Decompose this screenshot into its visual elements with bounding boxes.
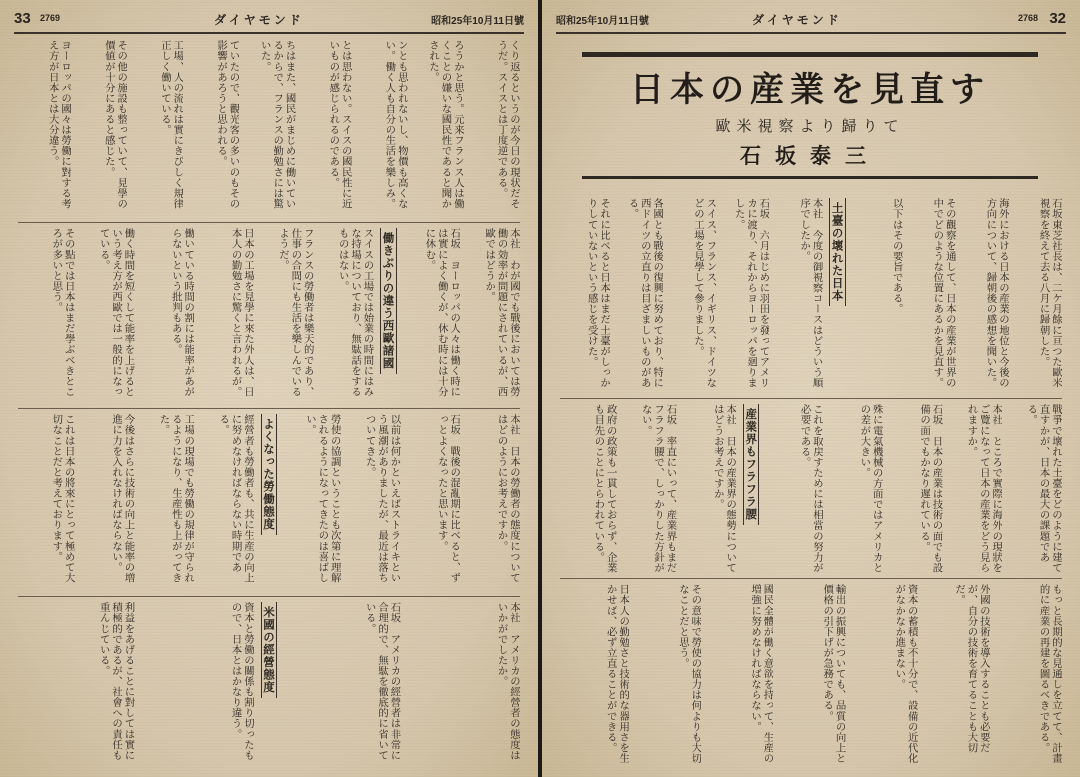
text-column: 本社 日本の産業界の態勢についてはどうお考えですか。: [711, 404, 737, 573]
text-column: 石坂 戰後の混亂期に比べると、ずっとよくなったと思います。: [435, 414, 461, 583]
text-column: ンとも思われないし、物價も高くない。働く人も自分の生活を樂しみ。: [383, 40, 408, 209]
page-header-right: [556, 8, 1066, 34]
tier-divider: [560, 578, 1062, 579]
text-block-upper: [560, 198, 1062, 394]
text-column: 工場の現場でも勞働の規律が守られるようになり、生産性も上がってきた。: [157, 414, 195, 583]
text-column: 石坂東芝社長は、二ケ月餘に亘つた歐米視察を終えて去る八月に歸朝した。: [1037, 198, 1062, 388]
issue-date: 昭和25年10月11日號: [556, 16, 649, 27]
section-heading: 土臺の壞れた日本: [826, 198, 850, 394]
page-number: 33: [14, 10, 31, 27]
title-rule: [582, 52, 1038, 57]
text-column: 資本の蓄積も不十分で、設備の近代化がなかなか進まない。: [893, 584, 918, 764]
text-column: 以前は何かといえばストライキという風潮がありましたが、最近は落ちついてきた。: [363, 414, 401, 583]
text-column: これを取戻すためには相當の努力が必要である。: [798, 404, 823, 573]
text-column: スイス、フランス、イギリス、ドイツなどの工場を見學して參りました。: [691, 198, 717, 388]
text-column: 本社 わが國でも戰後においては勞働の効率が問題にされているが、西歐ではどうか。: [483, 228, 520, 397]
text-block-lower: [560, 584, 1062, 768]
text-block-middle: [18, 228, 520, 404]
text-column: 殊に電氣機械の方面ではアメリカとの差が大きい。: [858, 404, 883, 573]
text-column: 石坂 ヨーロッパの人々は働く時には實によく働くが、休む時には十分に休む。: [423, 228, 461, 397]
left-page: [0, 0, 538, 777]
text-block-top: [18, 40, 520, 218]
article-title: 日本の産業を見直す: [630, 70, 990, 110]
text-column: その他の施設も整っていて、見學の價値が十分にあると感じた。: [102, 40, 128, 209]
text-column: その意味で勞使の協力は何よりも大切なことだと思う。: [676, 584, 702, 764]
text-column: 今後はさらに技術の向上と能率の増進に力を入れなければならない。: [110, 414, 135, 583]
text-column: 以下はその要旨である。: [890, 198, 903, 315]
text-column: その點では日本はまだ學ぶべきところが多いと思う。: [50, 228, 75, 397]
text-column: 國民全體が働く意欲を持って、生産の増強に努めなければならない。: [749, 584, 774, 764]
article-title-block: [582, 52, 1038, 192]
section-heading: 産業界もフラフラ腰: [739, 404, 763, 574]
text-column: 海外における日本の産業の地位と今後の方向について、歸朝後の感想を聞いた。: [984, 198, 1009, 388]
section-heading: 働きぶりの違う西歐諸國: [377, 228, 401, 404]
title-rule: [582, 176, 1038, 179]
magazine-title: ダイヤモンド: [752, 13, 842, 27]
text-block-lower: [18, 414, 520, 592]
section-heading: よくなった勞働態度: [257, 414, 281, 592]
text-column: 政府の政策も一貫しておらず、企業も目先のことにとらわれている。: [592, 404, 617, 573]
issue-date: 昭和25年10月11日號: [431, 16, 524, 27]
text-column: ていたので、觀光客の多いのもその影響があろうと思われる。: [215, 40, 240, 209]
page-number: 32: [1049, 10, 1066, 27]
text-column: スイスの工場では始業の時間にはみな持場についており、無駄話をするものはない。: [336, 228, 374, 397]
tier-divider: [560, 398, 1062, 399]
text-column: 本社 ところで實際に海外の現狀をご覽になって日本の産業をどう見られますか。: [965, 404, 1003, 573]
text-column: 勞使の協調ということも次第に理解されるようになってきたのは喜ばしい。: [303, 414, 341, 583]
text-column: 石坂 日本の産業は技術の面でも設備の面でもかなり遲れている。: [918, 404, 943, 573]
text-column: ちはまた、國民がまじめに働いているからで、フランスの勤勉さには驚いた。: [258, 40, 296, 209]
text-column: 輸出の振興についても、品質の向上と價格の引下げが急務である。: [821, 584, 846, 764]
article-subtitle: 歐米視察より歸りて: [715, 117, 905, 135]
text-column: 資本と勞働の關係も割り切ったもので、日本とはかなり違う。: [229, 602, 254, 761]
right-page: [542, 0, 1080, 777]
text-column: フランスの勞働者は樂天的であり、仕事の合間にも生活を樂しんでいるようだ。: [276, 228, 314, 397]
text-column: 石坂 アメリカの經營者は非常に合理的で、無駄を徹底的に省いている。: [363, 602, 401, 761]
text-column: その觀察を通して、日本の産業が世界の中でどのような位置にあるかを見直す。: [931, 198, 956, 388]
text-column: 外國の技術を導入することも必要だが、自分の技術を育てることも大切だ。: [953, 584, 990, 753]
text-column: 石坂 率直にいって、産業界もまだフラフラ腰で、しっかりした方針がない。: [639, 404, 677, 573]
text-column: 働いている時間の割には能率があがらないという批判もある。: [169, 228, 195, 397]
text-column: 本社 日本の勞働者の態度についてはどのようにお考えですか。: [495, 414, 520, 583]
text-column: くり返るというのが今日の現状だそうだ。スイスとは丁度逆である。: [495, 40, 520, 209]
article-author: 石坂泰三: [740, 143, 880, 168]
text-column: 日本の工場を見學に來た外人は、日本人の勤勉さに驚くと言われるが。: [229, 228, 254, 397]
text-column: 工場、人の流れは實にきびしく規律正しく働いている。: [158, 40, 184, 209]
text-column: もっと長期的な見通しを立てて、計畫的に産業の再建を圖るべきである。: [1037, 584, 1062, 764]
text-column: ろうかと思う。元来フランス人は働くことの嫌いな國民性であると聞かされた。: [427, 40, 464, 209]
magazine-title: ダイヤモンド: [214, 13, 304, 27]
text-column: 本社 今度の御視察コースはどういう順序でしたか。: [798, 198, 823, 388]
tier-divider: [18, 408, 520, 409]
text-column: 經營者も勞働者も、共に生産の向上に努めなければならない時期である。: [217, 414, 254, 583]
tier-divider: [18, 222, 520, 223]
page-sub-number: 2769: [40, 13, 61, 23]
text-column: とは思わない。スイスの國民性に近いものが感じられるのである。: [327, 40, 352, 209]
page-header-left: [14, 8, 524, 34]
text-column: 利益をあげることに對しては實に積極的であるが、社會への責任も重んじている。: [97, 602, 135, 761]
tier-divider: [18, 596, 520, 597]
text-column: 本社 アメリカの經營者の態度はいかがでしたか。: [495, 602, 520, 761]
text-block-bottom: [18, 602, 520, 768]
section-heading: 米國の經營態度: [257, 602, 281, 768]
text-column: それに比べると日本はまだ土臺がしっかりしていないという感じを受けた。: [585, 198, 611, 388]
text-block-middle: [560, 404, 1062, 574]
text-column: 各國とも戰後の復興に努めており、特に西ドイツの立直りは目ざましいものがある。: [626, 198, 664, 388]
text-column: 石坂 六月はじめに羽田を發ってアメリカに渡り、それからヨーロッパを廻りました。: [732, 198, 770, 388]
text-column: これは日本の將來にとって極めて大切なことだと考えております。: [50, 414, 75, 583]
text-column: 働く時間を短くして能率を上げるという考え方が西歐では一般的になっている。: [97, 228, 135, 397]
page-sub-number: 2768: [1017, 13, 1038, 23]
text-column: ヨーロッパの國々は勞働に對する考え方が日本とは大分違う。: [46, 40, 72, 209]
text-column: 日本人の勤勉さと技術的な器用さを生かせば、必ず立直ることができる。: [604, 584, 630, 764]
text-column: 戰爭で壞れた土臺をどのように建て直すかが、日本の最大の課題である。: [1025, 404, 1062, 573]
